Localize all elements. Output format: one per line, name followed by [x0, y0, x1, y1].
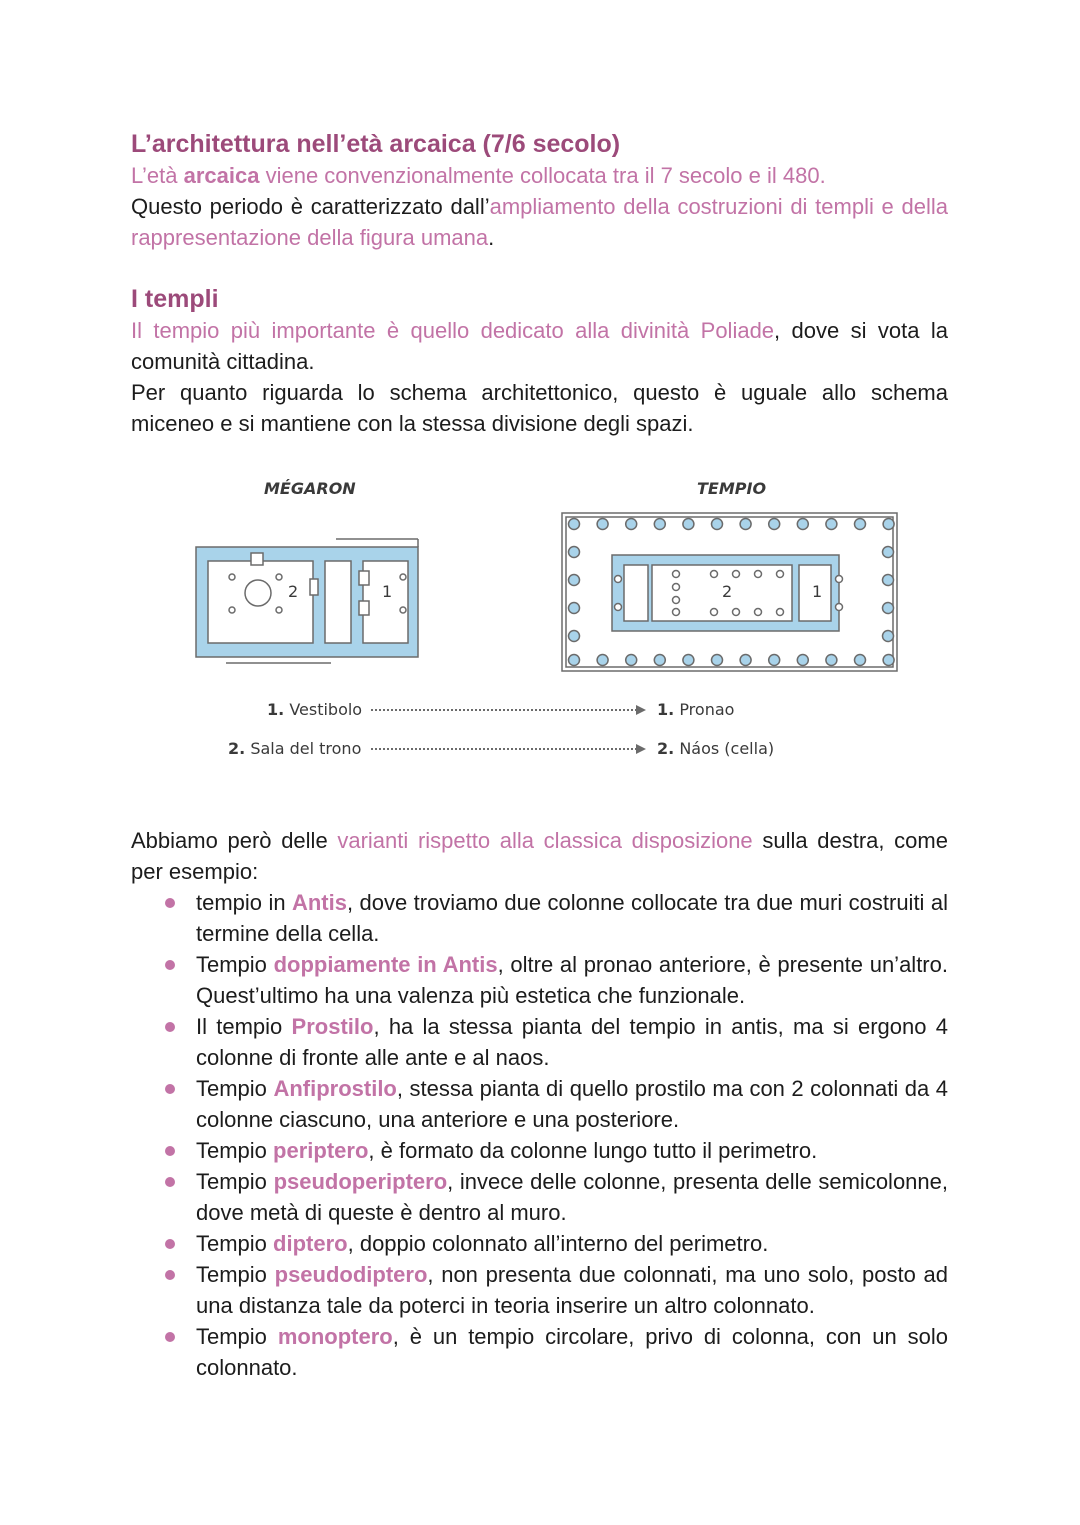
- megaron-room-2: 2: [288, 582, 299, 601]
- list-item: Il tempio Prostilo, ha la stessa pianta del tempio in antis, ma si ergono 4 colonne di fronte alle ante e al naos.: [196, 1011, 948, 1073]
- paragraph-variants-intro: Abbiamo però delle varianti rispetto alla classica disposizione sulla destra, come per esempio:: [131, 828, 948, 884]
- tempio-room-1: 1: [812, 582, 823, 601]
- column-mark: [673, 597, 680, 604]
- column-mark: [777, 609, 784, 616]
- column-mark: [733, 571, 740, 578]
- tempio-room-2: 2: [722, 582, 733, 601]
- column-mark: [740, 519, 751, 530]
- bullet-icon: [165, 1270, 175, 1280]
- paragraph-archaic-dating: L’età arcaica viene convenzionalmente collocata tra il 7 secolo e il 480.: [131, 163, 826, 188]
- column-mark: [626, 655, 637, 666]
- document-page: [131, 128, 948, 1383]
- list-item: Tempio Anfiprostilo, stessa pianta di quello prostilo ma con 2 colonnati da 4 colonne ciascuno, una anteriore e una posteriore.: [196, 1073, 948, 1135]
- megaron-title: MÉGARON: [264, 479, 356, 498]
- list-item: Tempio diptero, doppio colonnato all’interno del perimetro.: [196, 1228, 948, 1259]
- column-mark: [740, 655, 751, 666]
- legend-left-2: 2. Sala del trono: [228, 739, 362, 758]
- arrow-head-2: [636, 744, 646, 754]
- column-mark: [769, 519, 780, 530]
- legend-left-1: 1. Vestibolo: [267, 700, 363, 719]
- column-mark: [712, 519, 723, 530]
- column-mark: [569, 547, 580, 558]
- bullet-icon: [165, 960, 175, 970]
- column-mark: [615, 604, 622, 611]
- list-item: tempio in Antis, dove troviamo due colonne collocate tra due muri costruiti al termine della cella.: [196, 887, 948, 949]
- column-mark: [654, 655, 665, 666]
- paragraph-scheme: Per quanto riguarda lo schema architettonico, questo è uguale allo schema miceneo e si mantiene con la stessa divisione degli spazi.: [131, 380, 948, 436]
- list-item: Tempio periptero, è formato da colonne lungo tutto il perimetro.: [196, 1135, 948, 1166]
- column-mark: [883, 547, 894, 558]
- column-mark: [836, 576, 843, 583]
- temple-types-list: [131, 887, 948, 1383]
- column-mark: [569, 575, 580, 586]
- column-mark: [711, 609, 718, 616]
- column-mark: [797, 655, 808, 666]
- column-mark: [836, 604, 843, 611]
- column-mark: [569, 655, 580, 666]
- column-mark: [673, 609, 680, 616]
- bullet-icon: [165, 898, 175, 908]
- column-mark: [683, 655, 694, 666]
- bullet-icon: [165, 1332, 175, 1342]
- legend-right-1: 1. Pronao: [657, 700, 735, 719]
- column-mark: [755, 609, 762, 616]
- column-mark: [883, 603, 894, 614]
- plan-comparison-figure: [131, 469, 948, 799]
- column-mark: [826, 655, 837, 666]
- column-mark: [777, 571, 784, 578]
- column-mark: [797, 519, 808, 530]
- column-mark: [883, 575, 894, 586]
- column-mark: [733, 609, 740, 616]
- column-mark: [597, 519, 608, 530]
- arrow-head-1: [636, 705, 646, 715]
- column-mark: [626, 519, 637, 530]
- list-item: Tempio pseudodiptero, non presenta due colonnati, ma uno solo, posto ad una distanza tale da poterci in teoria inserire un altro colonnato.: [196, 1259, 948, 1321]
- legend-arrows: [371, 710, 636, 749]
- column-mark: [569, 631, 580, 642]
- bullet-icon: [165, 1022, 175, 1032]
- column-mark: [883, 519, 894, 530]
- column-mark: [712, 655, 723, 666]
- column-mark: [673, 571, 680, 578]
- column-mark: [883, 655, 894, 666]
- paragraph-poliade: Il tempio più importante è quello dedicato alla divinità Poliade, dove si vota la comunità cittadina.: [131, 318, 948, 374]
- column-mark: [569, 603, 580, 614]
- legend-right-2: 2. Náos (cella): [657, 739, 775, 758]
- column-mark: [569, 519, 580, 530]
- bullet-icon: [165, 1177, 175, 1187]
- paragraph-archaic-features: Questo periodo è caratterizzato dall’ampliamento della costruzioni di templi e della rappresentazione della figura umana.: [131, 194, 948, 250]
- megaron-plan: [196, 539, 418, 663]
- section-title-archaic: L’architettura nell’età arcaica (7/6 secolo): [131, 130, 621, 158]
- column-mark: [597, 655, 608, 666]
- column-mark: [769, 655, 780, 666]
- column-mark: [615, 576, 622, 583]
- column-mark: [654, 519, 665, 530]
- list-item: Tempio monoptero, è un tempio circolare, privo di colonna, con un solo colonnato.: [196, 1321, 948, 1383]
- bullet-icon: [165, 1146, 175, 1156]
- column-mark: [883, 631, 894, 642]
- tempio-title: TEMPIO: [697, 479, 767, 498]
- section-title-temples: I templi: [131, 285, 219, 313]
- bullet-icon: [165, 1084, 175, 1094]
- column-mark: [855, 655, 866, 666]
- column-mark: [826, 519, 837, 530]
- list-item: Tempio doppiamente in Antis, oltre al pronao anteriore, è presente un’altro. Quest’ultimo ha una valenza più estetica che funzionale.: [196, 949, 948, 1011]
- bullet-icon: [165, 1239, 175, 1249]
- list-item: Tempio pseudoperiptero, invece delle colonne, presenta delle semicolonne, dove metà di queste è dentro al muro.: [196, 1166, 948, 1228]
- megaron-room-1: 1: [382, 582, 393, 601]
- column-mark: [683, 519, 694, 530]
- column-mark: [673, 584, 680, 591]
- column-mark: [855, 519, 866, 530]
- column-mark: [711, 571, 718, 578]
- column-mark: [755, 571, 762, 578]
